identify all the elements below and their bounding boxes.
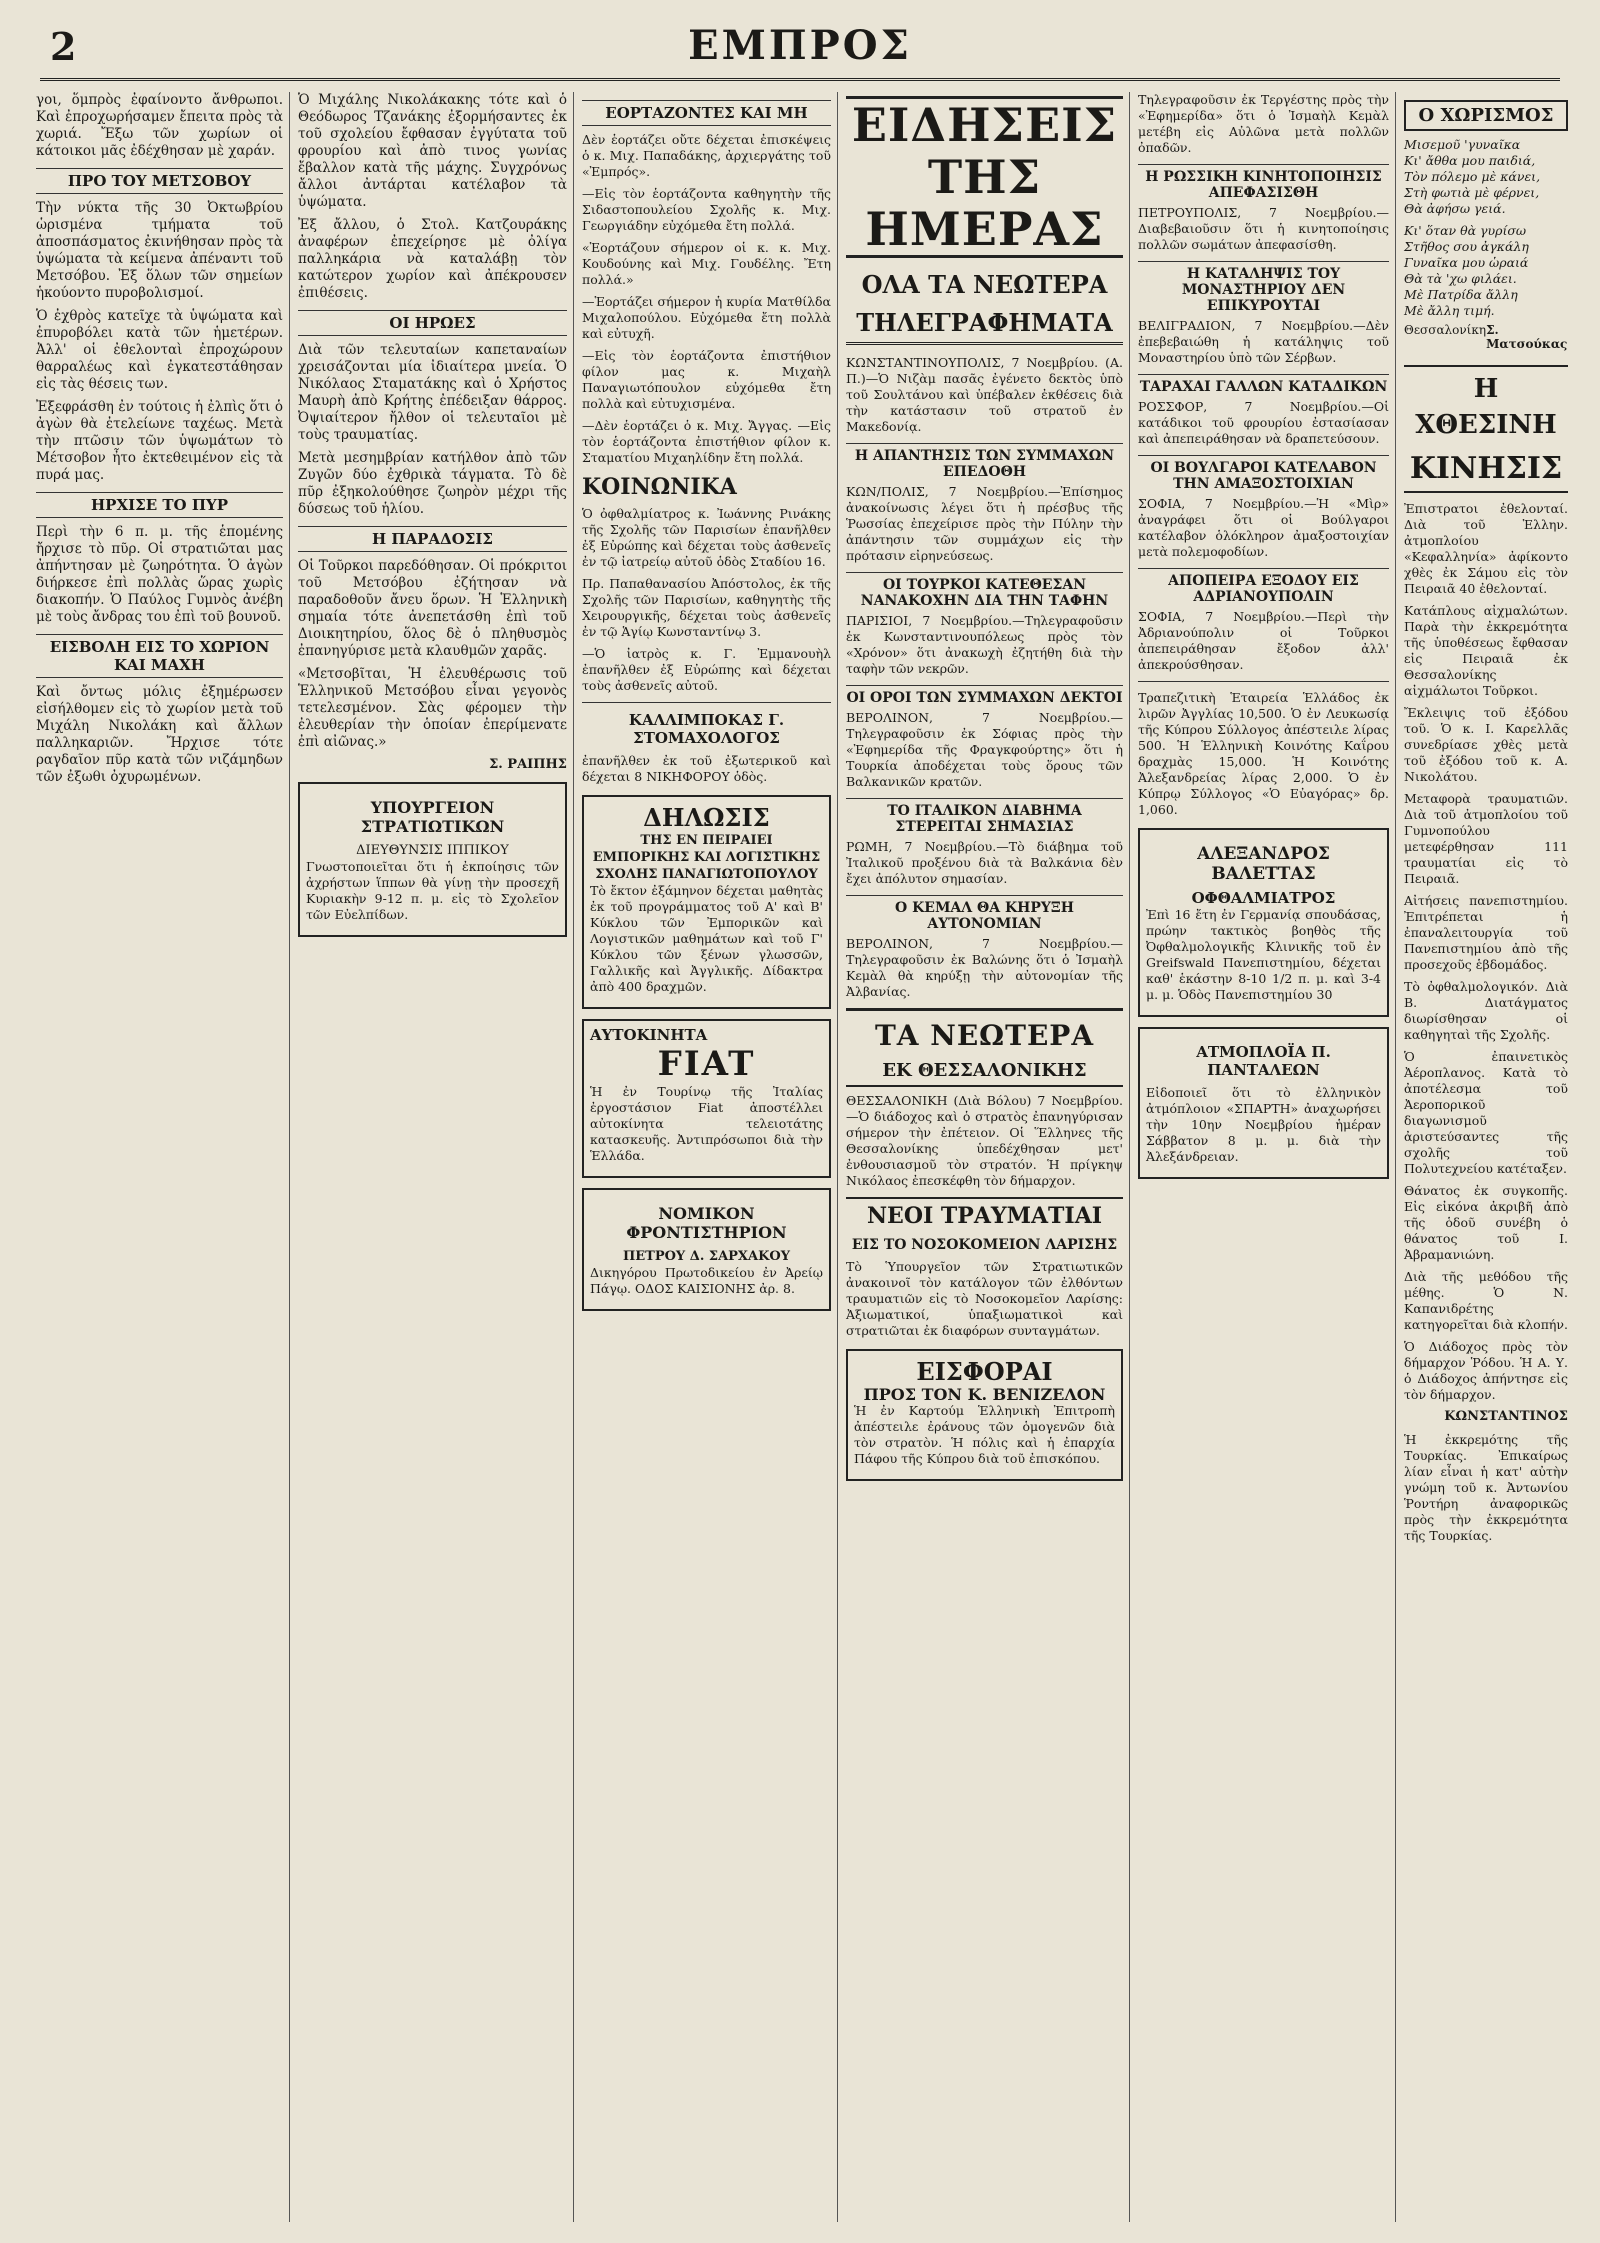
declaration-text: Τὸ ἔκτον ἐξάμηνον δέχεται μαθητὰς ἐκ τοῦ προγράμματος τοῦ Α' καὶ Β' Κύκλου τῶν Ἐμπορικῶν καὶ Λογιστικῶν μαθημάτων καὶ τοῦ Γ' Κύκλου τῶν ξένων γλωσσῶν, Γαλλικῆς καὶ Ἀγγλικῆς. Δίδακτρα ἀπὸ 400 δραχμῶν. (590, 883, 823, 994)
article-text: Ὁ ὀφθαλμίατρος κ. Ἰωάννης Ρινάκης τῆς Σχολῆς τῶν Παρισίων ἐπανῆλθεν ἐξ Εὐρώπης καὶ δέχεται τοὺς ἀσθενεῖς ἐν τῷ ἰατρείῳ αὐτοῦ ὁδὸς Σταδίου 16. (582, 506, 831, 569)
column-3 (576, 92, 838, 2222)
article-text: Τηλεγραφοῦσιν ἐκ Τεργέστης πρὸς τὴν «Ἐφημερίδα» ὅτι ὁ Ἰσμαὴλ Κεμὰλ μετέβη εἰς Αὐλῶνα μετὰ πολλῶν ὀπαδῶν. (1138, 92, 1389, 155)
article-text: Τραπεζιτικὴ Ἑταιρεία Ἑλλάδος ἐκ λιρῶν Ἀγγλίας 10,500. Ὁ ἐν Λευκωσίᾳ τῆς Κύπρου Σύλλογος ἀπέστειλε λίρας 500. Ἡ Ἑλληνικὴ Κοινότης Καΐρου δραχμὰς 15,000. Ἡ Κοινότης Ἀλεξανδρείας λίρας 2,000. Ὁ ἐν Κύπρῳ Σύλλογος «Ὁ Εὐαγόρας» δρ. 1,060. (1138, 690, 1389, 817)
ad-title: ΚΑΛΛΙΜΠΟΚΑΣ Γ. ΣΤΟΜΑΧΟΛΟΓΟΣ (628, 711, 785, 747)
contributions-subtitle: ΠΡΟΣ ΤΟΝ Κ. ΒΕΝΙΖΕΛΟΝ (863, 1385, 1106, 1404)
article-text: Ἐξεφράσθη ἐν τούτοις ἡ ἐλπὶς ὅτι ὁ ἀγὼν θὰ ἐτελείωνε ταχέως. Μετὰ τὴν πτῶσιν τῶν ὑψωμάτων τὸ Μέτσοβον ἦτο ἐκτεθειμένον εἰς τὰ πυρά μας. (36, 399, 283, 483)
section-heading: Η ΠΑΡΑΔΟΣΙΣ (298, 526, 567, 552)
poem-line: Γυναῖκα μου ὡραιά (1404, 255, 1529, 270)
masthead (40, 18, 1560, 81)
contributions-title: ΕΙΣΦΟΡΑΙ (916, 1357, 1053, 1386)
contributions-box (846, 1349, 1123, 1481)
section-heading: Η ΚΑΤΑΛΗΨΙΣ ΤΟΥ ΜΟΝΑΣΤΗΡΙΟΥ ΔΕΝ ΕΠΙΚΥΡΟΥΤΑΙ (1138, 261, 1389, 314)
column-5 (1132, 92, 1396, 2222)
ad-text: ἐπανῆλθεν ἐκ τοῦ ἐξωτερικοῦ καὶ δέχεται 8 ΝΙΚΗΦΟΡΟΥ ὁδὸς. (582, 753, 831, 784)
fiat-text: Ἡ ἐν Τουρίνῳ τῆς Ἰταλίας ἐργοστάσιον Fiat ἀποστέλλει αὐτοκίνητα τελειοτάτης κατασκευῆς. Ἀντιπρόσωποι διὰ τὴν Ἑλλάδα. (590, 1084, 823, 1163)
article-text: —Ἑορτάζει σήμερον ἡ κυρία Ματθίλδα Μιχαλοπούλου. Εὐχόμεθα ἔτη πολλὰ καὶ εὐτυχῆ. (582, 294, 831, 341)
section-heading: Ο ΚΕΜΑΛ ΘΑ ΚΗΡΥΞΗ ΑΥΤΟΝΟΜΙΑΝ (846, 895, 1123, 932)
column-2 (292, 92, 574, 2222)
section-heading: Η ΑΠΑΝΤΗΣΙΣ ΤΩΝ ΣΥΜΜΑΧΩΝ ΕΠΕΔΟΘΗ (846, 443, 1123, 480)
article-text: Μετὰ μεσημβρίαν κατήλθον ἀπὸ τῶν Ζυγῶν δύο ἐχθρικὰ τάγματα. Τὸ δὲ πῦρ ἐξηκολούθησε ζωηρὸν μέχρι τῆς δύσεως τοῦ ἡλίου. (298, 450, 567, 517)
section-heading: ΕΟΡΤΑΖΟΝΤΕΣ ΚΑΙ ΜΗ (582, 100, 831, 126)
poem-line: Στῆθος σου ἀγκάλη (1404, 239, 1529, 254)
section-heading: ΑΠΟΠΕΙΡΑ ΕΞΟΔΟΥ ΕΙΣ ΑΔΡΙΑΝΟΥΠΟΛΙΝ (1138, 568, 1389, 605)
article-text: Ἐξ ἄλλου, ὁ Στολ. Κατζουράκης ἀναφέρων ἐπεχείρησε μὲ ὀλίγα παλληκάρια νὰ καταλάβῃ τὸν κατώτερον χωρίον καὶ ἀπέκρουσεν ἐπιθέσεις. (298, 217, 567, 301)
declaration-box (582, 795, 831, 1009)
ad-text: Ἐπὶ 16 ἔτη ἐν Γερμανίᾳ σπουδάσας, πρώην τακτικὸς βοηθὸς τῆς Ὀφθαλμολογικῆς Κλινικῆς τοῦ ἐν Greifswald Πανεπιστημίου, δέχεται καθ' ἑκάστην 8-10 1/2 π. μ. καὶ 3-4 μ. μ. Ὁδὸς Πανεπιστημίου 30 (1146, 907, 1381, 1002)
article-text: ΠΕΤΡΟΥΠΟΛΙΣ, 7 Νοεμβρίου.—Διαβεβαιοῦσιν ὅτι ἡ κινητοποίησις πολλῶν σωμάτων ἀπεφασίσθη. (1138, 205, 1389, 252)
notice-text: Γνωστοποιεῖται ὅτι ἡ ἐκποίησις τῶν ἀχρήστων ἵππων θὰ γίνῃ τὴν προσεχῆ Κυριακὴν 9-12 π. μ. εἰς τὸ Σχολεῖον τῶν Εὐελπίδων. (306, 859, 559, 922)
article-text: ΣΟΦΙΑ, 7 Νοεμβρίου.—Περὶ τὴν Ἀδριανούπολιν οἱ Τοῦρκοι ἀπεπειράθησαν ἔξοδον ἀλλ' ἀπεκρούσθησαν. (1138, 609, 1389, 672)
article-text: Διὰ τῆς μεθόδου τῆς μέθης. Ὁ Ν. Καπανιδρέτης κατηγορεῖται διὰ κλοπήν. (1404, 1269, 1568, 1332)
movement-banner-2: ΚΙΝΗΣΙΣ (1404, 447, 1568, 493)
newspaper-title: ΕΜΠΡΟΣ (688, 22, 912, 69)
law-office-ad (582, 1188, 831, 1311)
article-text: —Εἰς τὸν ἑορτάζοντα ἐπιστήθιον φίλον μας κ. Μιχαὴλ Παναγιωτόπουλον εὐχόμεθα ἔτη πολλὰ καὶ εὐτυχισμένα. (582, 348, 831, 411)
poem-line: Στὴ φωτιὰ μὲ φέρνει, (1404, 185, 1540, 200)
ad-text: Εἰδοποιεῖ ὅτι τὸ ἐλληνικὸν ἀτμόπλοιον «ΣΠΑΡΤΗ» ἀναχωρήσει τὴν 10ην Νοεμβρίου ἡμέραν Σάββατον 8 μ. μ. διὰ τὴν Ἀλεξάνδρειαν. (1146, 1085, 1381, 1164)
section-heading: ΟΙ ΗΡΩΕΣ (298, 310, 567, 336)
divider (846, 1008, 1123, 1011)
poem-signature-row (1404, 323, 1568, 351)
section-subheading: ΕΙΣ ΤΟ ΝΟΣΟΚΟΜΕΙΟΝ ΛΑΡΙΣΗΣ (851, 1237, 1118, 1253)
article-text: ΒΕΛΙΓΡΑΔΙΟΝ, 7 Νοεμβρίου.—Δὲν ἐπεβεβαιώθη ἡ κατάληψις τοῦ Μοναστηρίου ὑπὸ τῶν Σέρβων. (1138, 318, 1389, 365)
ad-text: Δικηγόρου Πρωτοδικείου ἐν Ἀρείῳ Πάγῳ. ΟΔΟΣ ΚΑΙΣΙΟΝΗΣ ἀρ. 8. (590, 1265, 823, 1296)
article-text: Τὸ ὀφθαλμολογικόν. Διὰ Β. Διατάγματος διωρίσθησαν οἱ καθηγηταὶ τῆς Σχολῆς. (1404, 979, 1568, 1042)
article-text: ΚΩΝΣΤΑΝΤΙΝΟΥΠΟΛΙΣ, 7 Νοεμβρίου. (Α. Π.)—Ὁ Νιζὰμ πασᾶς ἐγένετο δεκτὸς ὑπὸ τοῦ Σουλτάνου καὶ ὑπέβαλεν ἐκθέσεις διὰ τὴν κατάστασιν τοῦ στρατοῦ ἐν Μακεδονίᾳ. (846, 355, 1123, 434)
article-text: Πρ. Παπαθανασίου Ἀπόστολος, ἐκ τῆς Σχολῆς τῶν Παρισίων, καθηγητὴς τῆς Χειρουργικῆς, δέχεται τοὺς ἀσθενεῖς ἐν τῷ Ἁγίῳ Κωνσταντίνῳ 3. (582, 576, 831, 639)
ad-title: ΝΟΜΙΚΟΝ ΦΡΟΝΤΙΣΤΗΡΙΟΝ (626, 1204, 787, 1242)
ophthalmologist-ad (1138, 828, 1389, 1017)
article-text: Ὁ ἐχθρὸς κατεῖχε τὰ ὑψώματα καὶ ἐπυροβόλει κατὰ τῶν ἡμετέρων. Ἀλλ' οἱ ἐθελονταὶ ἐπροχώρουν θαρραλέως καὶ ἐγκατεστάθησαν εἰς τὰς θέσεις των. (36, 308, 283, 392)
article-text: ΘΕΣΣΑΛΟΝΙΚΗ (Διὰ Βόλου) 7 Νοεμβρίου.—Ὁ διάδοχος καὶ ὁ στρατὸς ἐπανηγύρισαν σήμερον τὴν ἐπέτειον. Οἱ Ἕλληνες τῆς Θεσσαλονίκης ὑπεδέχθησαν μετ' ἐνθουσιασμοῦ τὸν στρατόν. Ἡ πρίγκηψ Νικόλαος ἐπεσκέφθη τὸν δήμαρχον. (846, 1093, 1123, 1188)
divider (582, 702, 831, 703)
section-heading: ΚΟΙΝΩΝΙΚΑ (582, 474, 737, 500)
column-4 (840, 92, 1130, 2222)
ad-subtitle: ΟΦΘΑΛΜΙΑΤΡΟΣ (1191, 889, 1336, 907)
contributions-text: Ἡ ἐν Καρτούμ Ἑλληνικὴ Ἐπιτροπὴ ἀπέστειλε ἐράνους τῶν ὁμογενῶν διὰ τὸν στρατὸν. Ἡ πόλις καὶ ἡ ἐπαρχία Πάφου τῆς Κύπρου διὰ τοῦ ἐπισκόπου. (854, 1403, 1115, 1466)
article-text: Ἡ ἐκκρεμότης τῆς Τουρκίας. Ἐπικαίρως λίαν εἶναι ἡ κατ' αὐτὴν γνώμη τοῦ κ. Ἀντωνίου Ῥοντήρη ἀναφορικῶς πρὸς τὴν ἐκκρεμότητα τῆς Τουρκίας. (1404, 1432, 1568, 1543)
article-text: Κατάπλους αἰχμαλώτων. Παρὰ τὴν ἐκκρεμότητα τῆς ὑποθέσεως ἔφθασαν εἰς Πειραιᾶ ἐκ Θεσσαλονίκης αἰχμάλωτοι Τοῦρκοι. (1404, 603, 1568, 698)
ad-subtitle: ΠΕΤΡΟΥ Δ. ΣΑΡΧΑΚΟΥ (622, 1249, 791, 1264)
section-heading: ΤΑΡΑΧΑΙ ΓΑΛΛΩΝ ΚΑΤΑΔΙΚΩΝ (1138, 374, 1389, 395)
poem-line: Κι' ὅταν θὰ γυρίσω (1404, 223, 1527, 238)
article-text: ΒΕΡΟΛΙΝΟΝ, 7 Νοεμβρίου.—Τηλεγραφοῦσιν ἐκ Βαλώνης ὅτι ὁ Ἰσμαὴλ Κεμὰλ θὰ κηρύξῃ τὴν αὐτονομίαν τῆς Ἀλβανίας. (846, 936, 1123, 999)
article-text: —Εἰς τὸν ἑορτάζοντα καθηγητὴν τῆς Σιδαστοπουλείου Σχολῆς κ. Μιχ. Γεωργιάδην εὐχόμεθα ἔτη πολλά. (582, 186, 831, 233)
section-heading: ΗΡΧΙΣΕ ΤΟ ΠΥΡ (36, 492, 283, 518)
declaration-subtitle: ΤΗΣ ΕΝ ΠΕΙΡΑΙΕΙ ΕΜΠΟΡΙΚΗΣ ΚΑΙ ΛΟΓΙΣΤΙΚΗΣ ΣΧΟΛΗΣ ΠΑΝΑΓΙΩΤΟΠΟΥΛΟΥ (592, 833, 821, 882)
page-number: 2 (50, 24, 77, 69)
section-heading: Η ΡΩΣΣΙΚΗ ΚΙΝΗΤΟΠΟΙΗΣΙΣ ΑΠΕΦΑΣΙΣΘΗ (1138, 164, 1389, 201)
section-heading: ΠΡΟ ΤΟΥ ΜΕΤΣΟΒΟΥ (36, 168, 283, 194)
article-text: Τὴν νύκτα τῆς 30 Ὀκτωβρίου ὡρισμένα τμήματα τοῦ ἀποσπάσματος ἐκινήθησαν πρὸς τὰ ὑψώματα τὰ κείμενα ἀπέναντι τοῦ Μετσόβου. Ἐξ ὅλων τῶν σημείων ἡκούοντο πυροβολισμοί. (36, 200, 283, 301)
latest-banner: ΤΑ ΝΕΩΤΕΡΑ (874, 1019, 1095, 1052)
shipping-ad (1138, 1027, 1389, 1179)
ad-title: ΑΛΕΞΑΝΔΡΟΣ ΒΑΛΕΤΤΑΣ (1197, 844, 1330, 884)
poem-title: Ο ΧΩΡΙΣΜΟΣ (1404, 100, 1568, 131)
article-text: ΠΑΡΙΣΙΟΙ, 7 Νοεμβρίου.—Τηλεγραφοῦσιν ἐκ Κωνσταντινουπόλεως πρὸς τὸν «Χρόνον» ὅτι ἀνακωχὴ ἐζητήθη διὰ τὴν ταφὴν τῶν νεκρῶν. (846, 613, 1123, 676)
section-heading: ΟΙ ΤΟΥΡΚΟΙ ΚΑΤΕΘΕΣΑΝ ΝΑΝΑΚΟΧΗΝ ΔΙΑ ΤΗΝ ΤΑΦΗΝ (846, 572, 1123, 609)
divider (1138, 681, 1389, 682)
section-heading: ΕΙΣΒΟΛΗ ΕΙΣ ΤΟ ΧΩΡΙΟΝ ΚΑΙ ΜΑΧΗ (36, 634, 283, 678)
poem-line: Μὲ ἄλλη τιμή. (1404, 303, 1495, 318)
signature-place: Θεσσαλονίκη (1404, 323, 1487, 337)
news-subbanner: ΟΛΑ ΤΑ ΝΕΩΤΕΡΑ ΤΗΛΕΓΡΑΦΗΜΑΤΑ (846, 266, 1123, 345)
fiat-brand: FIAT (657, 1044, 756, 1084)
section-heading: ΤΟ ΙΤΑΛΙΚΟΝ ΔΙΑΒΗΜΑ ΣΤΕΡΕΙΤΑΙ ΣΗΜΑΣΙΑΣ (846, 798, 1123, 835)
article-text: Καὶ ὄντως μόλις ἐξημέρωσεν εἰσήλθομεν εἰς τὸ χωρίον μετὰ τοῦ Μιχάλη Νικολάκη καὶ ἄλλων παλληκαριῶν. Ἤρχισε τότε ραγδαῖον πῦρ κατὰ τῶν νιζάμηδων τῶν ἐξωθι ὀχυρωμένων. (36, 684, 283, 785)
article-text: Θάνατος ἐκ συγκοπῆς. Εἰς εἰκόνα ἀκριβῆ ἀπὸ τῆς ὁδοῦ συνέβη ὁ θάνατος τοῦ Ι. Ἀβραμανιώνη. (1404, 1183, 1568, 1262)
poem-line: Μισεμοῦ 'γυναῖκα (1404, 137, 1521, 152)
article-text: Ὁ Μιχάλης Νικολάκακης τότε καὶ ὁ Θεόδωρος Τζανάκης ἐξορμήσαντες ἐκ τοῦ σχολείου ἔφθασαν ἐγγύτατα τοῦ φρουρίου καὶ ἀπὸ τινος γωνίας ἔβαλλον κατὰ τῆς μάχης. Συγχρόνως ἄλλοι ἀντάρται κατέλαβον τὰ ὑψώματα. (298, 92, 567, 210)
article-text: —Ὁ ἰατρὸς κ. Γ. Ἐμμανουὴλ ἐπανῆλθεν ἐξ Εὐρώπης καὶ δέχεται τοὺς ἀσθενεῖς αὐτοῦ. (582, 646, 831, 693)
latest-subbanner: ΕΚ ΘΕΣΣΑΛΟΝΙΚΗΣ (846, 1060, 1123, 1087)
article-text: Οἱ Τοῦρκοι παρεδόθησαν. Οἱ πρόκριτοι τοῦ Μετσόβου ἐζήτησαν νὰ παραδοθοῦν ἄνευ ὅρων. Ἡ Ἑλληνικὴ σημαία τότε ἀνεπετάσθη ἐπὶ τοῦ Διοικητηρίου, ὅλος δὲ ὁ πληθυσμὸς ἐπανηγύρισε μετὰ κλαυθμῶν χαρᾶς. (298, 558, 567, 659)
movement-banner-1: Η ΧΘΕΣΙΝΗ (1404, 365, 1568, 447)
article-text: ΣΟΦΙΑ, 7 Νοεμβρίου.—Ἡ «Μὶρ» ἀναγράφει ὅτι οἱ Βούλγαροι κατέλαβον ὁλόκληρον ἀμαξοστοιχίαν μετὰ πολεμοφοδίων. (1138, 496, 1389, 559)
article-text: —Δὲν ἑορτάζει ὁ κ. Μιχ. Ἄγγας. —Εἰς τὸν ἑορτάζοντα ἐπιστήθιον φίλον κ. Σταματίου Μιχαηλίδην ἔτη πολλά. (582, 418, 831, 465)
poem-line: Μὲ Πατρίδα ἄλλη (1404, 287, 1518, 302)
article-text: ΒΕΡΟΛΙΝΟΝ, 7 Νοεμβρίου.—Τηλεγραφοῦσιν ἐκ Σόφιας πρὸς τὴν «Ἐφημερίδα τῆς Φραγκφούρτης» ὅτι ἡ Τουρκία ἀποδέχεται τοὺς ὅρους τῶν Βαλκανικῶν κρατῶν. (846, 710, 1123, 789)
article-text: «Ἑορτάζουν σήμερον οἱ κ. κ. Μιχ. Κουδούνης καὶ Μιχ. Γουδέλης. Ἔτη πολλά.» (582, 240, 831, 287)
author-signature: Σ. ΡΑΙΠΗΣ (489, 757, 567, 772)
notice-title: ΥΠΟΥΡΓΕΙΟΝ ΣΤΡΑΤΙΩΤΙΚΩΝ (360, 798, 505, 836)
poem-line: Θὰ τὰ 'χω φιλάει. (1404, 271, 1517, 286)
article-text: γοι, ὅμπρὸς ἐφαίνοντο ἄνθρωποι. Καὶ ἐπροχωρήσαμεν ἔπειτα πρὸς τὰ χωριά. Ἔξω τῶν χωρίων οἱ κάτοικοι μᾶς ἐδέχθησαν μὲ χαράν. (36, 92, 283, 159)
article-text: Τὸ Ὑπουργεῖον τῶν Στρατιωτικῶν ἀνακοινοῖ τὸν κατάλογον τῶν ἐλθόντων τραυματιῶν εἰς τὸ Νοσοκομεῖον Λαρίσης: Ἀξιωματικοί, ὑπαξιωματικοὶ καὶ στρατιῶται ἐκ διαφόρων συνταγμάτων. (846, 1259, 1123, 1338)
news-banner: ΕΙΔΗΣΕΙΣ ΤΗΣ ΗΜΕΡΑΣ (846, 96, 1123, 258)
section-heading: ΟΙ ΒΟΥΛΓΑΡΟΙ ΚΑΤΕΛΑΒΟΝ ΤΗΝ ΑΜΑΞΟΣΤΟΙΧΙΑΝ (1138, 455, 1389, 492)
signature-name: Σ. Ματσούκας (1486, 323, 1568, 351)
ad-title: ΑΤΜΟΠΛΟΪΑ Π. ΠΑΝΤΑΛΕΩΝ (1196, 1043, 1331, 1079)
article-text: Ἐπιστρατοι ἐθελονταί. Διὰ τοῦ Ἑλλην. ἀτμοπλοίου «Κεφαλληνία» ἀφίκοντο χθὲς ἐκ Σάμου εἰς τὸν Πειραιᾶ 40 ἐθελονταί. (1404, 501, 1568, 596)
article-text: ΚΩΝ/ΠΟΛΙΣ, 7 Νοεμβρίου.—Ἐπίσημος ἀνακοίνωσις λέγει ὅτι ἡ πρέσβυς τῆς Ῥωσσίας ἐπεχείρισε πρὸς τὴν Πύλην τὴν ἀπάντησιν τῶν συμμάχων εἰς τὴν πρότασιν εἰρηνεύσεως. (846, 484, 1123, 563)
article-text: Δὲν ἑορτάζει οὔτε δέχεται ἐπισκέψεις ὁ κ. Μιχ. Παπαδάκης, ἀρχιεργάτης τοῦ «Ἐμπρός». (582, 132, 831, 179)
poem (1404, 137, 1568, 319)
fiat-prefix: ΑΥΤΟΚΙΝΗΤΑ (590, 1026, 708, 1044)
notice-box (298, 782, 567, 937)
poem-line: Κι' ἄθθα μου παιδιά, (1404, 153, 1536, 168)
notice-subtitle: ΔΙΕΥΘΥΝΣΙΣ ΙΠΠΙΚΟΥ (356, 843, 509, 858)
article-text: «Μετσοβῖται, Ἡ ἐλευθέρωσις τοῦ Ἑλληνικοῦ Μετσόβου εἶναι γεγονὸς τετελεσμένον. Σὰς φέρομεν τὴν ἐλευθερίαν τὴν ὁποίαν ἐπερίμενατε ἐπὶ αἰῶνας.» (298, 666, 567, 750)
article-text: ΡΩΜΗ, 7 Νοεμβρίου.—Τὸ διάβημα τοῦ Ἰταλικοῦ προξένου διὰ τὰ Βαλκάνια δὲν ἔχει ἀπόλυτον σημασίαν. (846, 839, 1123, 886)
poem-line: Τὸν πόλεμο μὲ κάνει, (1404, 169, 1541, 184)
poem-line: Θὰ ἀφήσω γειά. (1404, 201, 1506, 216)
column-1 (30, 92, 290, 2222)
article-text: Ὁ Διάδοχος πρὸς τὸν δήμαρχον Ῥόδου. Ἡ Α. Υ. ὁ Διάδοχος ἀπήντησε εἰς τὸν δήμαρχον. (1404, 1339, 1568, 1402)
declaration-title: ΔΗΛΩΣΙΣ (643, 803, 770, 832)
author-signature: ΚΩΝΣΤΑΝΤΙΝΟΣ (1444, 1409, 1568, 1424)
article-text: Αἰτήσεις πανεπιστημίου. Ἐπιτρέπεται ἡ ἐπαναλειτουργία τοῦ Πανεπιστημίου ἀπὸ τῆς προσεχοῦς ἑβδομάδος. (1404, 893, 1568, 972)
section-heading: ΟΙ ΟΡΟΙ ΤΩΝ ΣΥΜΜΑΧΩΝ ΔΕΚΤΟΙ (846, 685, 1123, 706)
article-text: Μεταφορὰ τραυματιῶν. Διὰ τοῦ ἀτμοπλοίου τοῦ Γυμνοπούλου μετεφέρθησαν 111 τραυματίαι εἰς τὸ Πειραιᾶ. (1404, 791, 1568, 886)
article-text: Περὶ τὴν 6 π. μ. τῆς ἑπομένης ἤρχισε τὸ πῦρ. Οἱ στρατιῶται μας ἀπήντησαν μὲ ζωηρότητα. Ὁ ἀγὼν διήρκεσε ἐπὶ πολλὰς ὥρας χωρὶς διακοπήν. Ὁ Παύλος Γυμνὸς ἀνέβη μὲ τοὺς ἄνδρας του ἐπὶ τοῦ βουνοῦ. (36, 524, 283, 625)
section-heading: ΝΕΟΙ ΤΡΑΥΜΑΤΙΑΙ (846, 1197, 1123, 1229)
article-text: Ἔκλειψις τοῦ ἐξόδου τοῦ. Ὁ κ. Ι. Καρελλᾶς συνεδρίασε χθὲς μετὰ τοῦ ἐξόδου τοῦ κ. Α. Νικολάτου. (1404, 705, 1568, 784)
column-6 (1398, 92, 1574, 2222)
article-text: Ὁ ἐπαινετικὸς Ἀέροπλανος. Κατὰ τὸ ἀποτέλεσμα τοῦ Ἀεροπορικοῦ διαγωνισμοῦ ἀριστεύσαντες τῆς σχολῆς τοῦ Πολυτεχνείου κατέταξεν. (1404, 1049, 1568, 1176)
article-text: Διὰ τῶν τελευταίων καπεταναίων χρεισάζονται μία ἰδιαίτερα μνεία. Ὁ Νικόλαος Σταματάκης καὶ ὁ Χρήστος Μαυρὴ ἀπὸ Κρήτης ἐπέδειξαν θάρρος. Ὀψιαίτερον ἤλθον οἱ τελευταῖοι μὲ τοὺς τραυματίας. (298, 342, 567, 443)
fiat-ad (582, 1019, 831, 1178)
article-text: ΡΟΣΣΦΟΡ, 7 Νοεμβρίου.—Οἱ κατάδικοι τοῦ φρουρίου ἐστασίασαν καὶ ἀπεπειράθησαν νὰ δραπετεύσουν. (1138, 399, 1389, 446)
